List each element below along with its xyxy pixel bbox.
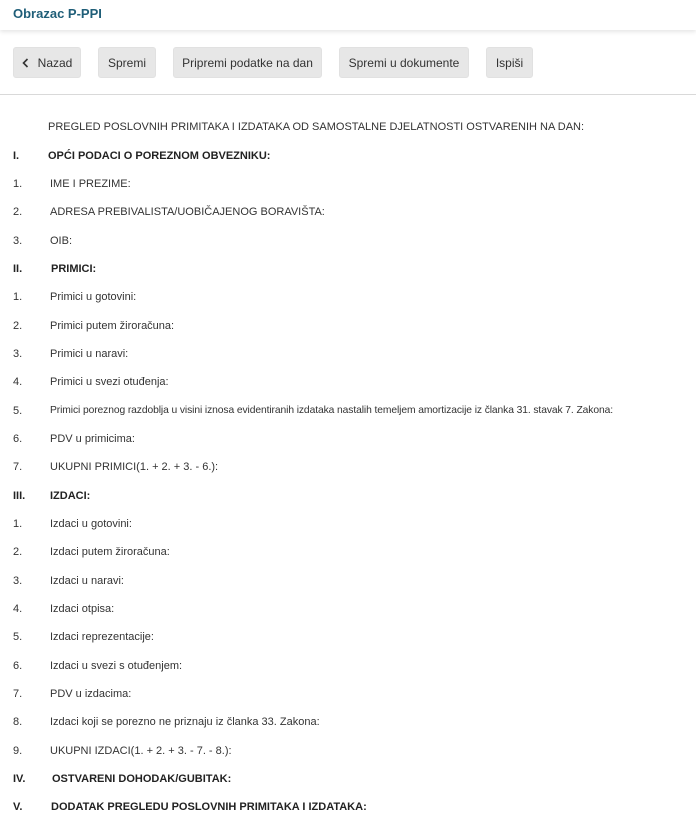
item-number: 7. (13, 461, 23, 473)
section-title: OPĆI PODACI O POREZNOM OBVEZNIKU: (48, 150, 271, 162)
section-heading (0, 801, 696, 817)
item-label: Primici poreznog razdoblja u visini iznosa evidentiranih izdataka nastalih temeljem amortizacije iz članka 31. stavak 7. Zakona: (50, 405, 613, 416)
item-label: Izdaci putem žiroračuna: (50, 546, 170, 558)
back-button-label: Nazad (37, 55, 73, 70)
item-label: Izdaci u svezi s otuđenjem: (50, 660, 183, 672)
item-label: PDV u primicima: (50, 433, 135, 445)
section-heading (0, 150, 696, 166)
item-label: Izdaci koji se porezno ne priznaju iz članka 33. Zakona: (50, 716, 320, 728)
prepare-data-button[interactable]: Pripremi podatke na dan (173, 47, 322, 78)
list-item (0, 291, 696, 307)
item-number: 5. (13, 405, 23, 417)
list-item (0, 235, 696, 251)
item-label: Primici u naravi: (50, 348, 129, 360)
list-item (0, 461, 696, 477)
item-label: Izdaci otpisa: (50, 603, 115, 615)
item-number: 2. (13, 546, 23, 558)
list-item (0, 320, 696, 336)
section-heading (0, 773, 696, 789)
item-number: 3. (13, 575, 23, 587)
save-button[interactable]: Spremi (98, 47, 156, 78)
list-item (0, 688, 696, 704)
item-label: PDV u izdacima: (50, 688, 132, 700)
list-item (0, 518, 696, 534)
item-number: 1. (13, 178, 23, 190)
item-number: 6. (13, 660, 23, 672)
divider (0, 94, 696, 95)
list-item (0, 376, 696, 392)
section-heading (0, 490, 696, 506)
list-item (0, 603, 696, 619)
item-number: 4. (13, 603, 23, 615)
save-to-documents-button[interactable]: Spremi u dokumente (339, 47, 469, 78)
item-number: 2. (13, 320, 23, 332)
item-label: OIB: (50, 235, 73, 247)
item-number: 6. (13, 433, 23, 445)
item-number: 1. (13, 291, 23, 303)
list-item (0, 575, 696, 591)
back-button[interactable] (13, 47, 81, 78)
section-number: III. (13, 490, 26, 502)
toolbar (0, 47, 696, 79)
chevron-left-icon (22, 58, 29, 68)
section-title: PRIMICI: (51, 263, 97, 275)
document-intro: PREGLED POSLOVNIH PRIMITAKA I IZDATAKA OD SAMOSTALNE DJELATNOSTI OSTVARENIH NA DAN: (48, 121, 585, 133)
item-number: 3. (13, 235, 23, 247)
item-label: ADRESA PREBIVALISTA/UOBIČAJENOG BORAVIŠTA: (50, 206, 325, 218)
list-item (0, 660, 696, 676)
item-number: 8. (13, 716, 23, 728)
item-number: 4. (13, 376, 23, 388)
item-number: 7. (13, 688, 23, 700)
item-number: 1. (13, 518, 23, 530)
list-item (0, 631, 696, 647)
section-number: IV. (13, 773, 26, 785)
item-label: Izdaci reprezentacije: (50, 631, 154, 643)
item-label: UKUPNI IZDACI(1. + 2. + 3. - 7. - 8.): (50, 745, 232, 757)
list-item (0, 716, 696, 732)
list-item (0, 433, 696, 449)
section-title: IZDACI: (50, 490, 91, 502)
list-item (0, 405, 696, 421)
section-heading (0, 263, 696, 279)
item-number: 2. (13, 206, 23, 218)
section-title: DODATAK PREGLEDU POSLOVNIH PRIMITAKA I IZDATAKA: (51, 801, 367, 813)
item-label: Primici putem žiroračuna: (50, 320, 175, 332)
item-number: 3. (13, 348, 23, 360)
section-number: II. (13, 263, 23, 275)
section-number: V. (13, 801, 23, 813)
item-label: Izdaci u naravi: (50, 575, 124, 587)
list-item (0, 178, 696, 194)
list-item (0, 348, 696, 364)
item-label: Izdaci u gotovini: (50, 518, 132, 530)
list-item (0, 546, 696, 562)
page-title: Obrazac P-PPI (13, 6, 102, 21)
item-label: Primici u svezi otuđenja: (50, 376, 169, 388)
item-label: IME I PREZIME: (50, 178, 131, 190)
item-number: 5. (13, 631, 23, 643)
item-label: UKUPNI PRIMICI(1. + 2. + 3. - 6.): (50, 461, 219, 473)
list-item (0, 745, 696, 761)
item-number: 9. (13, 745, 23, 757)
page-header (0, 0, 696, 30)
item-label: Primici u gotovini: (50, 291, 137, 303)
section-number: I. (13, 150, 20, 162)
section-title: OSTVARENI DOHODAK/GUBITAK: (52, 773, 232, 785)
list-item (0, 206, 696, 222)
print-button[interactable]: Ispiši (486, 47, 533, 78)
